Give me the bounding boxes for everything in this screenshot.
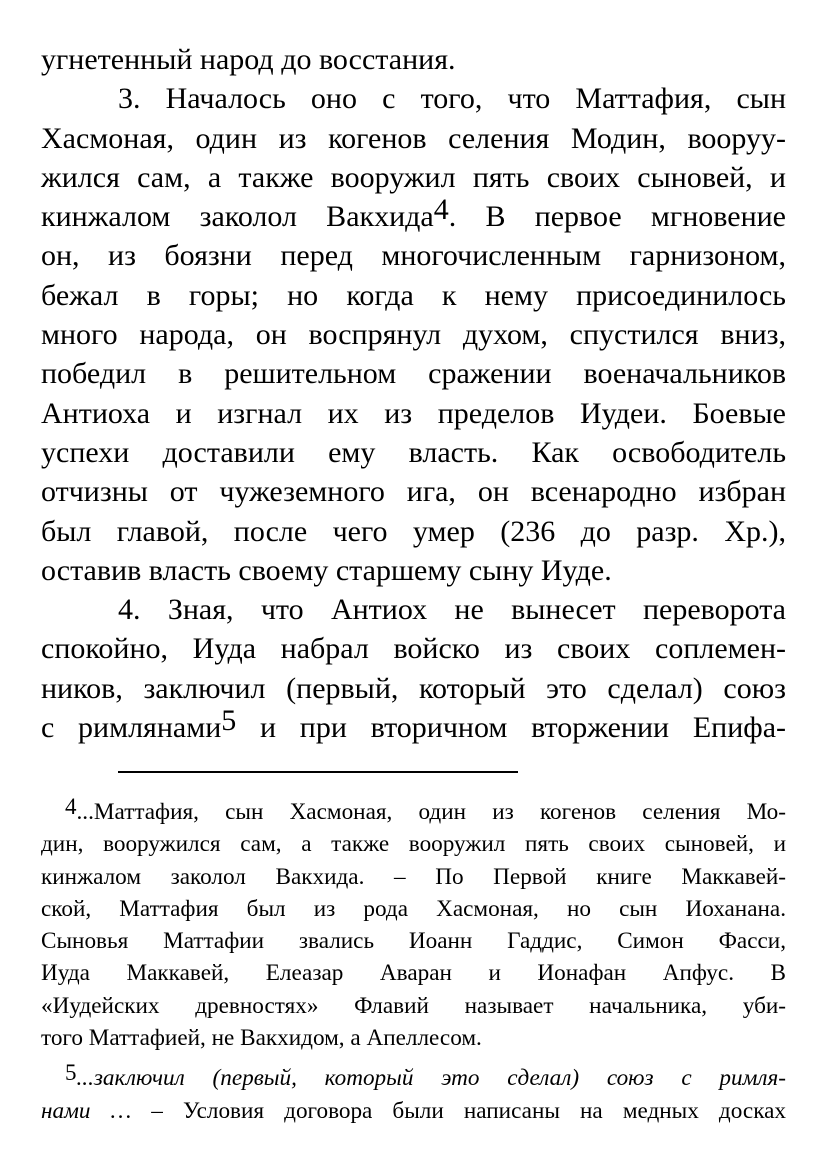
footnote-text-italic: ...заключил (первый, который это сделал) союз с римля- <box>76 1065 786 1092</box>
footnote-5 <box>41 1062 786 1094</box>
text-fragment: кинжалом заколол Вакхида <box>41 200 434 234</box>
footnote-marker-4: 4 <box>65 794 77 819</box>
footnote-line: того Маттафией, не Вакхидом, а Апеллесом. <box>41 1025 482 1052</box>
text-line: победил в решительном сражении военачальников <box>41 357 786 391</box>
text-fragment: . В первое мгновение <box>448 200 786 234</box>
footnote-line: дин, вооружился сам, а также вооружил пять своих сыновей, и <box>41 831 786 858</box>
footnote-text: ...Маттафия, сын Хасмоная, один из когенов селения Мо- <box>76 799 786 825</box>
footnotes <box>41 796 786 1127</box>
text-line: много народа, он воспрянул духом, спустился вниз, <box>41 318 786 352</box>
text-fragment: и при вторичном вторжении Епифа- <box>236 711 786 745</box>
footnote-separator <box>118 771 518 773</box>
footnote-line: Иуда Маккавей, Елеазар Аваран и Ионафан Апфус. В <box>41 960 786 987</box>
text-fragment: с римлянами <box>41 711 222 745</box>
footnote-line: кинжалом заколол Вакхида. – По Первой книге Маккавей- <box>41 863 786 890</box>
text-line: жился сам, а также вооружил пять своих сыновей, и <box>41 160 786 194</box>
text-line: бежал в горы; но когда к нему присоединилось <box>41 278 786 312</box>
text-line: угнетенный народ до восстания. <box>41 43 456 76</box>
footnote-text: – Условия договора были написаны на медных досках <box>131 1097 786 1124</box>
footnote-line: Сыновья Маттафии звались Иоанн Гаддис, Симон Фасси, <box>41 928 786 955</box>
footnote-line <box>41 1095 786 1127</box>
text-line: отчизны от чужеземного ига, он всенародно избран <box>41 475 786 509</box>
footnote-text-italic: нами … <box>41 1097 132 1124</box>
text-line: Хасмоная, один из когенов селения Модин, вооруу- <box>41 121 786 155</box>
footnote-marker-5: 5 <box>65 1060 77 1086</box>
text-line: был главой, после чего умер (236 до разр. Хр.), <box>41 514 786 548</box>
text-line: спокойно, Иуда набрал войско из своих соплемен- <box>41 632 786 666</box>
text-line: оставив власть своему старшему сыну Иуде. <box>41 553 612 587</box>
footnote-4 <box>41 796 786 828</box>
text-line-with-footnote-5 <box>41 704 786 747</box>
main-text <box>41 40 786 747</box>
text-line: успехи доставили ему власть. Как освободитель <box>41 435 786 469</box>
text-line: ников, заключил (первый, который это сделал) союз <box>41 671 786 705</box>
footnote-line: «Иудейских древностях» Флавий называет начальника, уби- <box>41 992 786 1019</box>
footnote-ref-4[interactable]: 4 <box>433 193 449 227</box>
text-line: он, из боязни перед многочисленным гарнизоном, <box>41 239 786 273</box>
footnote-line: ской, Маттафия был из рода Хасмоная, но сын Иоханана. <box>41 895 786 922</box>
footnote-ref-5[interactable]: 5 <box>221 704 237 738</box>
text-line: Антиоха и изгнал их из пределов Иудеи. Боевые <box>41 396 786 430</box>
text-line-with-footnote-4 <box>41 193 786 236</box>
paragraph-4-start: 4. Зная, что Антиох не вынесет переворота <box>118 593 786 627</box>
paragraph-3-start: 3. Началось оно с того, что Маттафия, сын <box>118 82 786 116</box>
